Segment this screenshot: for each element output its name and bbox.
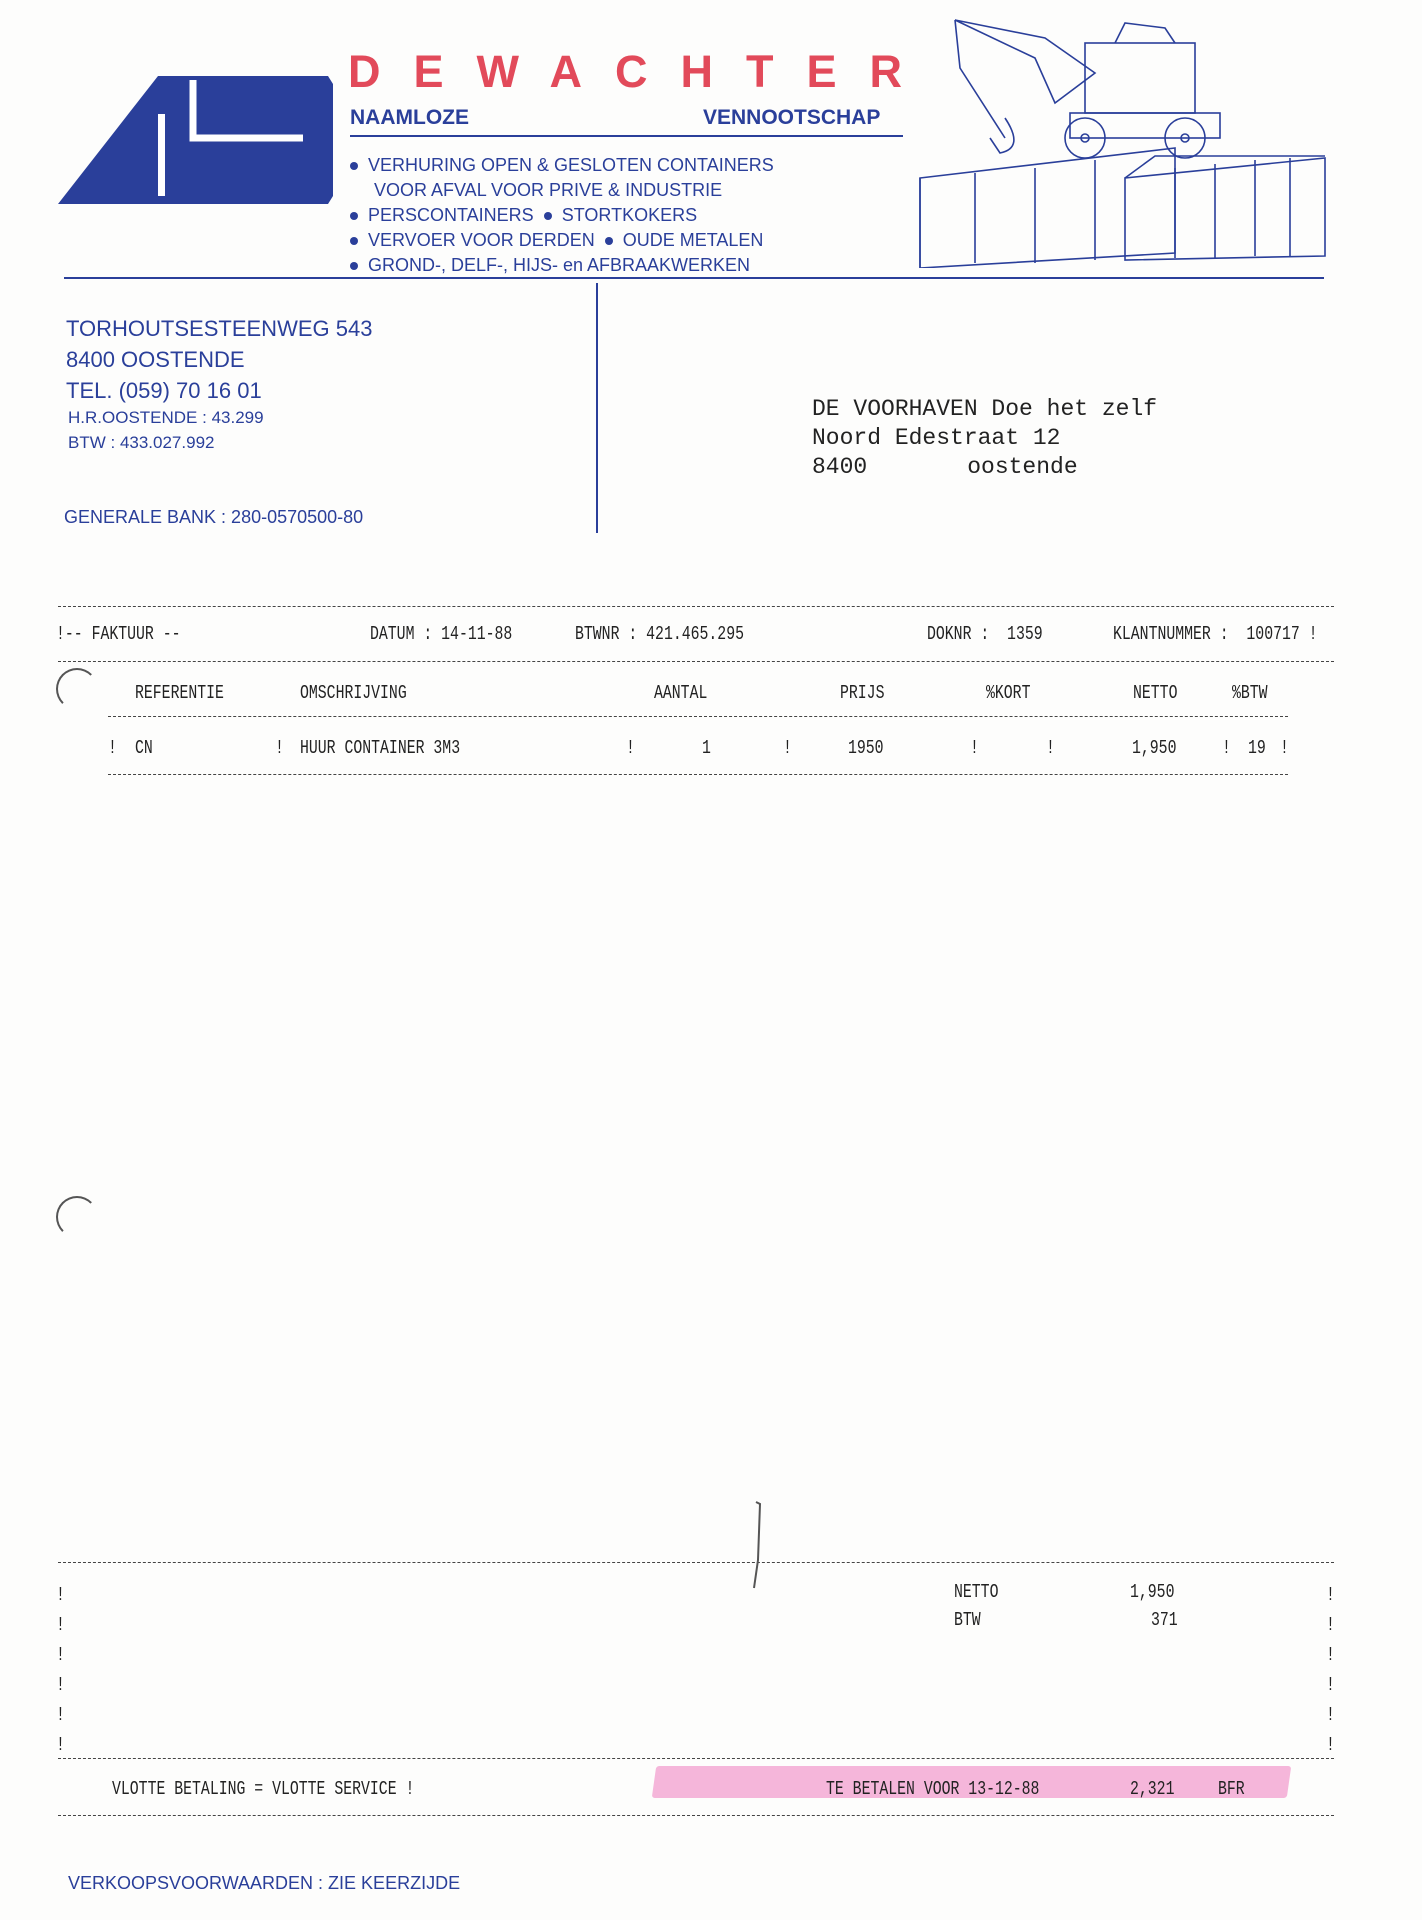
row-pipe: ! bbox=[275, 737, 284, 759]
total-netto-value: 1,950 bbox=[1130, 1581, 1175, 1603]
header-divider bbox=[64, 277, 1324, 279]
col-omschrijving: OMSCHRIJVING bbox=[300, 682, 407, 704]
rule-row-bottom bbox=[108, 774, 1288, 775]
services-list bbox=[350, 153, 774, 278]
bullet-icon bbox=[350, 262, 358, 270]
rule-mid bbox=[58, 661, 1334, 662]
rule-totals-top bbox=[58, 1562, 1334, 1563]
company-btw: BTW : 433.027.992 bbox=[68, 433, 215, 452]
punch-hole bbox=[56, 668, 98, 710]
due-label: TE BETALEN VOOR 13-12-88 bbox=[826, 1778, 1040, 1800]
col-kort: %KORT bbox=[986, 682, 1031, 704]
company-tel: TEL. (059) 70 16 01 bbox=[66, 378, 262, 403]
rule-totals-mid bbox=[58, 1758, 1334, 1759]
company-hr: H.R.OOSTENDE : 43.299 bbox=[68, 408, 264, 427]
total-btw-value: 371 bbox=[1151, 1609, 1178, 1631]
slogan: VLOTTE BETALING = VLOTTE SERVICE ! bbox=[112, 1778, 415, 1800]
row-pipe: ! bbox=[783, 737, 792, 759]
recipient-street: Noord Edestraat 12 bbox=[812, 425, 1061, 451]
col-btw: %BTW bbox=[1232, 682, 1268, 704]
company-logo bbox=[58, 76, 333, 204]
bullet-icon bbox=[350, 162, 358, 170]
service-line-2: VOOR AFVAL VOOR PRIVE & INDUSTRIE bbox=[374, 180, 723, 200]
row-pipe: ! bbox=[1280, 737, 1289, 759]
excavator-containers-illustration bbox=[915, 18, 1335, 268]
cell-btw: 19 bbox=[1248, 737, 1266, 759]
cell-desc: HUUR CONTAINER 3M3 bbox=[300, 737, 461, 759]
punch-hole bbox=[56, 1196, 98, 1238]
cell-price: 1950 bbox=[848, 737, 884, 759]
totals-right-border: ! ! ! ! ! ! bbox=[1326, 1584, 1335, 1756]
company-street: TORHOUTSESTEENWEG 543 bbox=[66, 316, 373, 341]
legal-form-right: VENNOOTSCHAP bbox=[703, 106, 881, 129]
bullet-icon bbox=[605, 237, 613, 245]
service-line-1: VERHURING OPEN & GESLOTEN CONTAINERS bbox=[350, 153, 774, 178]
row-pipe: ! bbox=[1046, 737, 1055, 759]
recipient-name: DE VOORHAVEN Doe het zelf bbox=[812, 396, 1158, 422]
invoice-type: !-- FAKTUUR -- bbox=[56, 623, 181, 645]
col-aantal: AANTAL bbox=[654, 682, 708, 704]
invoice-doknr: DOKNR : 1359 bbox=[927, 623, 1043, 645]
legal-form-left: NAAMLOZE bbox=[350, 106, 469, 129]
service-line-5: GROND-, DELF-, HIJS- en AFBRAAKWERKEN bbox=[350, 253, 774, 278]
invoice-btwnr: BTWNR : 421.465.295 bbox=[575, 623, 744, 645]
company-city: 8400 OOSTENDE bbox=[66, 347, 245, 372]
cell-qty: 1 bbox=[702, 737, 711, 759]
service-line-3: PERSCONTAINERS STORTKOKERS bbox=[350, 203, 774, 228]
bullet-icon bbox=[350, 237, 358, 245]
invoice-klantnummer: KLANTNUMMER : 100717 ! bbox=[1113, 623, 1318, 645]
rule-totals-bottom bbox=[58, 1815, 1334, 1816]
total-btw-label: BTW bbox=[954, 1609, 981, 1631]
total-netto-label: NETTO bbox=[954, 1581, 999, 1603]
row-pipe: ! bbox=[970, 737, 979, 759]
rule-row-top bbox=[108, 716, 1288, 717]
bullet-icon bbox=[544, 212, 552, 220]
cell-ref: CN bbox=[135, 737, 153, 759]
cell-netto: 1,950 bbox=[1132, 737, 1177, 759]
col-referentie: REFERENTIE bbox=[135, 682, 224, 704]
recipient-address bbox=[812, 395, 1157, 482]
recipient-city-line: 8400 oostende bbox=[812, 454, 1078, 480]
brand-underline bbox=[350, 135, 903, 137]
due-amount: 2,321 bbox=[1130, 1778, 1175, 1800]
company-registration bbox=[68, 405, 264, 455]
row-pipe: ! bbox=[108, 737, 117, 759]
terms-footer: VERKOOPSVOORWAARDEN : ZIE KEERZIJDE bbox=[68, 1873, 461, 1893]
staple-mark bbox=[748, 1500, 768, 1592]
service-line-4: VERVOER VOOR DERDEN OUDE METALEN bbox=[350, 228, 774, 253]
company-name: DEWACHTER bbox=[348, 46, 935, 97]
company-bank: GENERALE BANK : 280-0570500-80 bbox=[64, 507, 364, 527]
col-netto: NETTO bbox=[1133, 682, 1178, 704]
company-address bbox=[66, 313, 372, 406]
bullet-icon bbox=[350, 212, 358, 220]
row-pipe: ! bbox=[1222, 737, 1231, 759]
invoice-date: DATUM : 14-11-88 bbox=[370, 623, 513, 645]
vertical-divider bbox=[596, 283, 598, 533]
due-currency: BFR bbox=[1218, 1778, 1245, 1800]
totals-left-border: ! ! ! ! ! ! bbox=[56, 1584, 65, 1756]
rule-top bbox=[58, 606, 1334, 607]
col-prijs: PRIJS bbox=[840, 682, 885, 704]
row-pipe: ! bbox=[626, 737, 635, 759]
